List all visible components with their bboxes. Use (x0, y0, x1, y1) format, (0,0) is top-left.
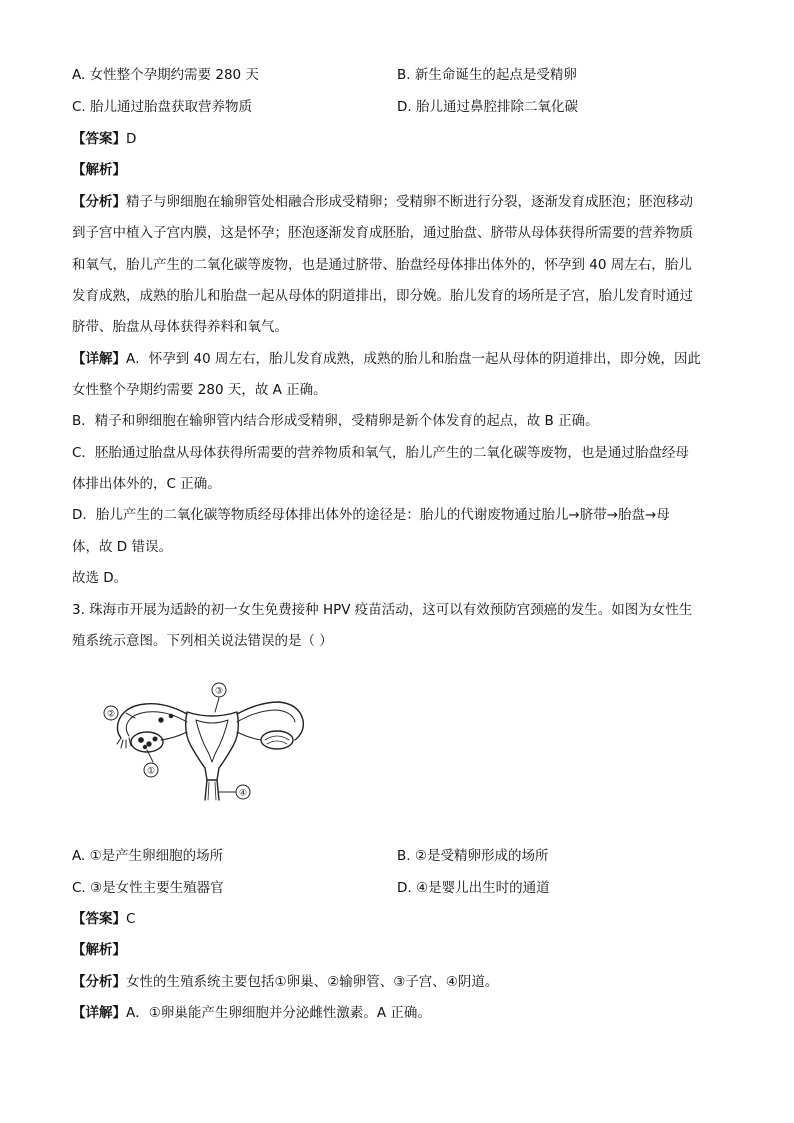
q2-xiangjie-text-1: A．怀孕到 40 周左右，胎儿发育成熟，成熟的胎儿和胎盘一起从母体的阴道排出，即分娩，因此 (126, 351, 701, 367)
q2-conclusion: 故选 D。 (72, 570, 128, 586)
q2-xiangjie-line-5: 体排出体外的，C 正确。 (72, 476, 221, 492)
q3-fenxi-text: 女性的生殖系统主要包括①卵巢、②输卵管、③子宫、④阴道。 (126, 974, 499, 990)
q2-fenxi-line-3: 和氧气，胎儿产生的二氧化碳等废物，也是通过脐带、胎盘经母体排出体外的，怀孕到 40 周左右，胎儿 (72, 257, 692, 273)
q3-answer-value: C (126, 911, 136, 927)
q2-option-b: B. 新生命诞生的起点是受精卵 (397, 67, 577, 83)
q2-analysis-heading: 【解析】 (72, 162, 126, 178)
q2-fenxi-line-2: 到子宫中植入子宫内膜，这是怀孕；胚泡逐渐发育成胚胎，通过胎盘、脐带从母体获得所需要的营养物质 (72, 225, 693, 241)
left-ovary (131, 732, 163, 752)
right-ovary (261, 731, 293, 749)
q3-option-c: C. ③是女性主要生殖器官 (72, 880, 224, 896)
q3-xiangjie-line (72, 1003, 431, 1023)
q2-answer-value: D (126, 131, 137, 147)
q2-xiangjie-line-7: 体，故 D 错误。 (72, 539, 172, 555)
q3-option-d: D. ④是婴儿出生时的通道 (397, 880, 550, 896)
q3-answer-tag: 【答案】 (72, 911, 126, 927)
q2-fenxi-line-4: 发育成熟，成熟的胎儿和胎盘一起从母体的阴道排出，即分娩。胎儿发育的场所是子宫，胎儿发育时通过 (72, 288, 693, 304)
label-3: ③ (214, 686, 224, 697)
uterus-shape (186, 712, 239, 780)
q3-fenxi-tag: 【分析】 (72, 974, 126, 990)
q2-fenxi-tag: 【分析】 (72, 194, 126, 210)
q3-xiangjie-tag: 【详解】 (72, 1005, 126, 1021)
q3-answer (72, 909, 135, 929)
q2-xiangjie-line-1 (72, 349, 701, 369)
label-2: ② (106, 709, 116, 720)
right-fallopian-tube (237, 702, 303, 740)
q2-fenxi-line-1 (72, 192, 693, 212)
q3-stem-line-2: 殖系统示意图。下列相关说法错误的是（ ） (72, 633, 333, 649)
q2-option-a: A. 女性整个孕期约需要 280 天 (72, 67, 259, 83)
q2-option-d: D. 胎儿通过鼻腔排除二氧化碳 (397, 99, 578, 115)
q2-xiangjie-line-2: 女性整个孕期约需要 280 天，故 A 正确。 (72, 382, 327, 398)
q2-xiangjie-tag: 【详解】 (72, 351, 126, 367)
label-1: ① (146, 766, 156, 777)
q2-answer (72, 129, 136, 149)
q2-option-c: C. 胎儿通过胎盘获取营养物质 (72, 99, 253, 115)
q3-fenxi-line (72, 972, 498, 992)
vagina-shape (205, 780, 219, 800)
q3-stem-line-1: 3. 珠海市开展为适龄的初一女生免费接种 HPV 疫苗活动，这可以有效预防宫颈癌的发生。如图为女性生 (72, 602, 693, 618)
q2-answer-tag: 【答案】 (72, 131, 126, 147)
q2-fenxi-text-1: 精子与卵细胞在输卵管处相融合形成受精卵；受精卵不断进行分裂，逐渐发育成胚泡；胚泡移动 (126, 194, 693, 210)
female-reproductive-system-figure (95, 680, 320, 805)
label-4: ④ (238, 788, 248, 799)
q2-xiangjie-line-3: B．精子和卵细胞在输卵管内结合形成受精卵，受精卵是新个体发育的起点，故 B 正确。 (72, 413, 599, 429)
q2-fenxi-line-5: 脐带、胎盘从母体获得养料和氧气。 (72, 319, 288, 335)
q2-xiangjie-line-6: D．胎儿产生的二氧化碳等物质经母体排出体外的途径是：胎儿的代谢废物通过胎儿→脐带→胎盘→母 (72, 507, 670, 523)
q3-option-b: B. ②是受精卵形成的场所 (397, 848, 549, 864)
q3-xiangjie-text: A．①卵巢能产生卵细胞并分泌雌性激素。A 正确。 (126, 1005, 431, 1021)
uterine-cavity (196, 720, 228, 762)
q3-option-a: A. ①是产生卵细胞的场所 (72, 848, 224, 864)
q2-xiangjie-line-4: C．胚胎通过胎盘从母体获得所需要的营养物质和氧气，胎儿产生的二氧化碳等废物，也是通过胎盘经母 (72, 445, 689, 461)
q3-analysis-heading: 【解析】 (72, 942, 126, 958)
